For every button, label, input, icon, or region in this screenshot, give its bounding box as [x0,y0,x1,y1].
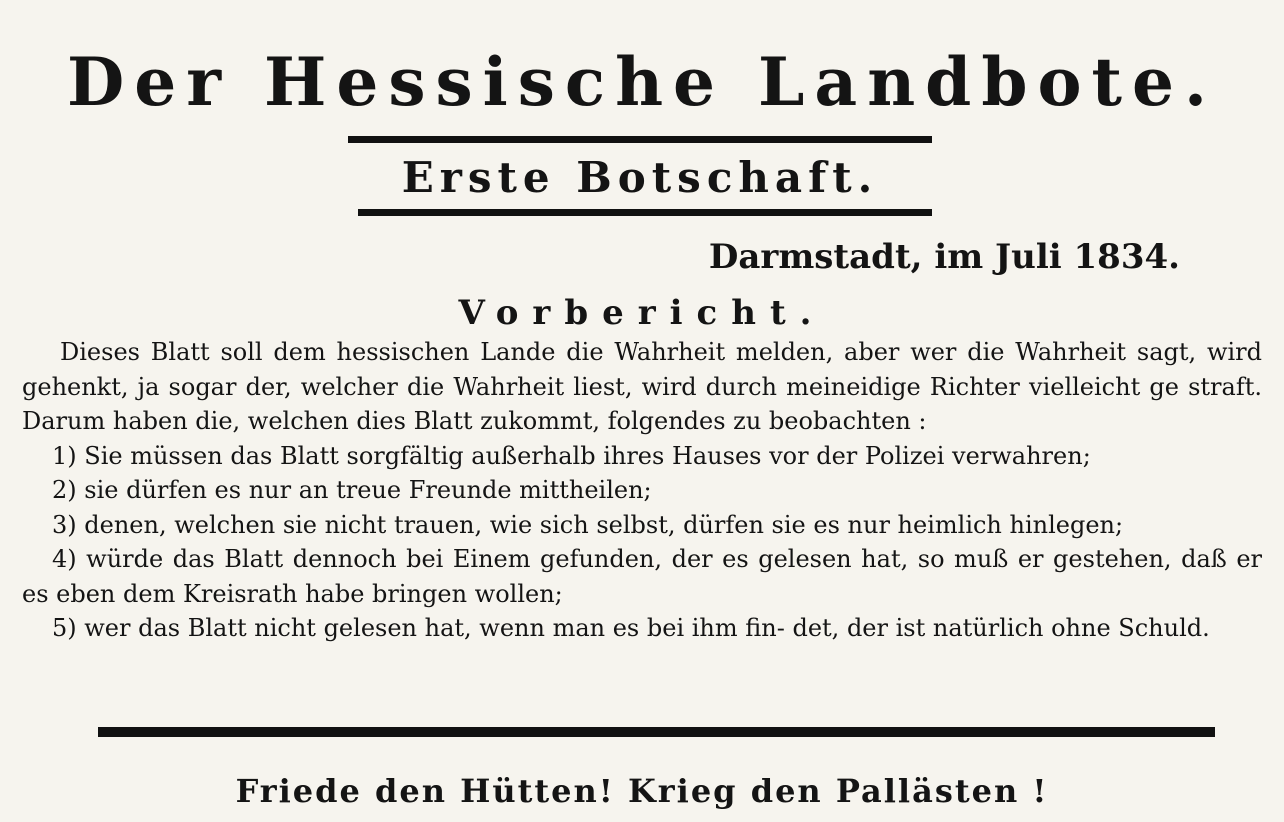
rule-item: 2) sie dürfen es nur an treue Freunde mittheilen; [52,476,652,504]
rule-item: 1) Sie müssen das Blatt sorgfältig außerhalb ihres Hauses vor der Polizei verwahren; [52,441,1091,470]
rule-item: 5) wer das Blatt nicht gelesen hat, wenn man es bei ihm fin- det, der ist natürlich ohne Schuld. [52,614,1210,642]
rules-list [22,439,1262,646]
masthead-title: Der Hessische Landbote. [67,43,1217,121]
dateline: Darmstadt, im Juli 1834. [708,237,1180,277]
rule-item: 3) denen, welchen sie nicht trauen, wie sich selbst, dürfen sie es nur heimlich hinlegen; [52,510,1124,539]
title-rule-top [348,136,932,143]
rule-item: 4) würde das Blatt dennoch bei Einem gefunden, der es gelesen hat, so muß er gestehen, daß er es eben dem Kreisrath habe bringen wollen; [22,545,1262,608]
preface-body [22,335,1262,646]
subtitle: Erste Botschaft. [401,153,879,202]
motto: Friede den Hütten! Krieg den Pallästen ! [235,772,1049,810]
section-divider [98,727,1215,737]
preface-intro: Dieses Blatt soll dem hessischen Lande die Wahrheit melden, aber wer die Wahrheit sagt, wird gehenkt, ja sogar der, welcher die Wahrheit liest, wird durch meineidige Richter vielleicht ge straft. Darum haben die, welchen dies Blatt zukommt, folgendes zu beobachten : [22,338,1262,435]
title-rule-bottom [358,209,932,216]
preface-heading: Vorbericht. [458,293,826,333]
